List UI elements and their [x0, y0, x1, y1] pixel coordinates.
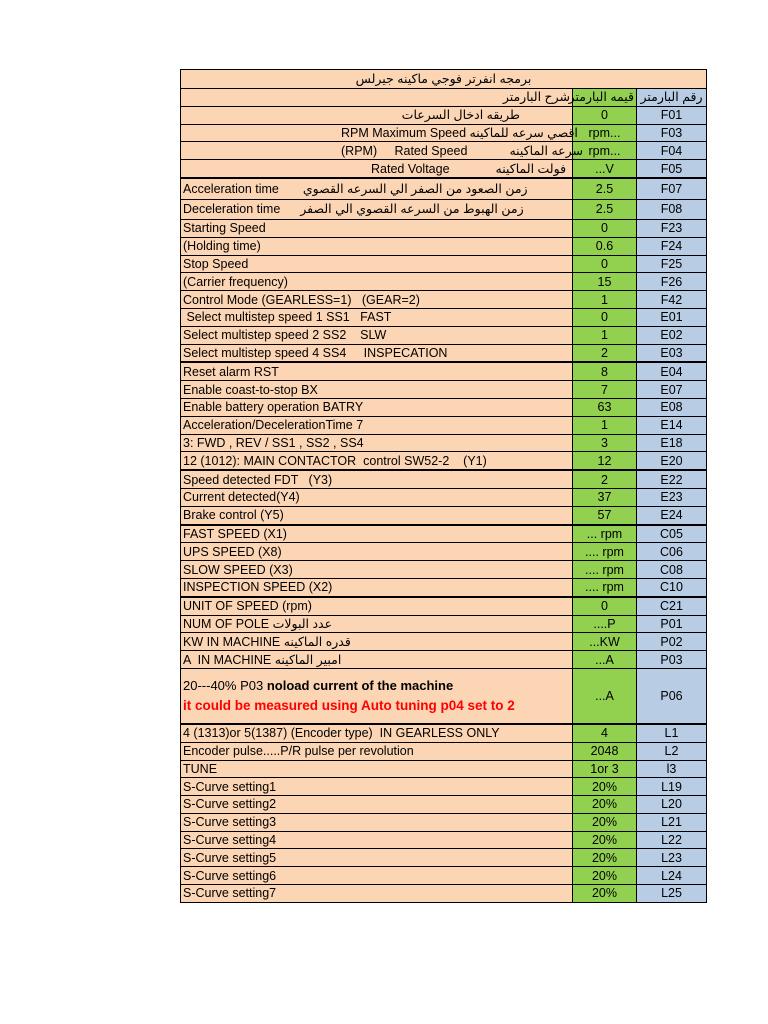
- parameter-description: S-Curve setting6: [181, 867, 573, 885]
- table-row: [181, 344, 707, 362]
- parameter-value: 12: [573, 452, 637, 470]
- parameter-code: L23: [637, 849, 707, 867]
- table-row: [181, 237, 707, 255]
- description-english: KW IN MACHINE: [183, 634, 281, 649]
- table-row: [181, 885, 707, 903]
- parameter-value: 2: [573, 470, 637, 488]
- description-arabic: عدد البولات: [272, 616, 333, 631]
- table-row: [181, 525, 707, 543]
- parameter-description: S-Curve setting1: [181, 778, 573, 796]
- parameter-description: SLOW SPEED (X3): [181, 561, 573, 579]
- parameter-value: 1or 3: [573, 760, 637, 778]
- parameter-value: ...KW: [573, 633, 637, 651]
- parameter-value: 2048: [573, 742, 637, 760]
- parameter-code: F23: [637, 219, 707, 237]
- parameter-description: [181, 178, 573, 200]
- parameter-value: ...V: [573, 160, 637, 178]
- parameter-value: 63: [573, 398, 637, 416]
- parameter-value: .... rpm: [573, 578, 637, 596]
- description-arabic: اقصي سرعه للماكينه: [469, 125, 578, 140]
- parameter-value: 37: [573, 488, 637, 506]
- parameter-value: ...A: [573, 668, 637, 724]
- parameter-code: E18: [637, 434, 707, 452]
- parameter-description: Select multistep speed 2 SS2 SLW: [181, 326, 573, 344]
- parameter-description: [181, 668, 573, 724]
- parameter-code: P03: [637, 651, 707, 669]
- description-arabic: طريقه ادخال السرعات: [401, 108, 520, 123]
- description-bold: noload current of the machine: [266, 677, 454, 693]
- parameter-description: Enable coast-to-stop BX: [181, 381, 573, 399]
- table-row: [181, 273, 707, 291]
- description-english: NUM OF POLE: [183, 616, 270, 631]
- parameter-description: Select multistep speed 4 SS4 INSPECATION: [181, 344, 573, 362]
- parameter-code: P01: [637, 615, 707, 633]
- parameter-value: 3: [573, 434, 637, 452]
- description-arabic: سرعه الماكينه: [509, 143, 583, 158]
- parameter-code: E02: [637, 326, 707, 344]
- parameter-code: C06: [637, 543, 707, 561]
- parameter-description: Speed detected FDT (Y3): [181, 470, 573, 488]
- description-arabic: زمن الصعود من الصفر الي السرعه القصوي: [302, 181, 528, 196]
- parameter-value: 15: [573, 273, 637, 291]
- table-row: [181, 308, 707, 326]
- parameter-code: E14: [637, 416, 707, 434]
- parameter-value: 20%: [573, 867, 637, 885]
- table-row: [181, 381, 707, 399]
- parameter-description: S-Curve setting7: [181, 885, 573, 903]
- table-row: [181, 506, 707, 524]
- parameter-value: ...A: [573, 651, 637, 669]
- parameter-code: E01: [637, 308, 707, 326]
- title-row: [181, 70, 707, 89]
- table-row: [181, 219, 707, 237]
- parameter-description: (Carrier frequency): [181, 273, 573, 291]
- parameter-description: [181, 124, 578, 142]
- parameter-description: Brake control (Y5): [181, 506, 573, 524]
- table-row: [181, 452, 707, 470]
- parameter-description: Control Mode (GEARLESS=1) (GEAR=2): [181, 291, 573, 309]
- table-row: [181, 578, 707, 596]
- parameter-code: F05: [637, 160, 707, 178]
- parameter-value: rpm...: [573, 142, 637, 160]
- parameter-description: [181, 633, 573, 651]
- parameter-code: F25: [637, 255, 707, 273]
- description-prefix: 20---40% P03: [183, 677, 267, 693]
- table-row: [181, 760, 707, 778]
- parameter-code: E03: [637, 344, 707, 362]
- parameter-code: L24: [637, 867, 707, 885]
- table-row: [181, 326, 707, 344]
- parameter-code: P02: [637, 633, 707, 651]
- parameter-value: .... rpm: [573, 543, 637, 561]
- description-line-2: it could be measured using Auto tuning p04 set to 2: [183, 697, 515, 713]
- parameter-description: FAST SPEED (X1): [181, 525, 573, 543]
- parameter-description: 3: FWD , REV / SS1 , SS2 , SS4: [181, 434, 573, 452]
- parameter-description: INSPECTION SPEED (X2): [181, 578, 573, 596]
- parameter-description: S-Curve setting5: [181, 849, 573, 867]
- parameter-code: C21: [637, 597, 707, 615]
- parameter-description: [181, 142, 583, 160]
- table-row: [181, 124, 707, 142]
- parameter-code: E20: [637, 452, 707, 470]
- header-value: قيمه البارمتر: [573, 89, 637, 107]
- parameter-code: L2: [637, 742, 707, 760]
- header-code: رقم البارمتر: [637, 89, 707, 107]
- parameter-description: S-Curve setting3: [181, 813, 573, 831]
- parameter-value: 57: [573, 506, 637, 524]
- parameter-code: L25: [637, 885, 707, 903]
- parameter-description: Encoder pulse.....P/R pulse per revolution: [181, 742, 573, 760]
- parameter-code: E04: [637, 362, 707, 380]
- description-line-1: [183, 676, 570, 696]
- parameter-code: l3: [637, 760, 707, 778]
- table-row: [181, 416, 707, 434]
- table-row: [181, 106, 707, 124]
- table-row: [181, 470, 707, 488]
- parameter-code: P06: [637, 668, 707, 724]
- description-english: Acceleration time: [183, 181, 279, 196]
- parameter-value: 20%: [573, 885, 637, 903]
- table-row: [181, 796, 707, 814]
- parameter-sheet: [180, 69, 706, 903]
- parameter-value: 2.5: [573, 199, 637, 219]
- parameter-code: L19: [637, 778, 707, 796]
- parameter-value: 2: [573, 344, 637, 362]
- table-row: [181, 651, 707, 669]
- parameter-value: 0: [573, 255, 637, 273]
- table-row: [181, 434, 707, 452]
- description-arabic: قدره الماكينه: [283, 634, 351, 649]
- parameter-value: rpm...: [573, 124, 637, 142]
- parameter-code: E22: [637, 470, 707, 488]
- parameter-code: E23: [637, 488, 707, 506]
- parameter-value: 4: [573, 724, 637, 742]
- table-row: [181, 362, 707, 380]
- parameter-value: 0.6: [573, 237, 637, 255]
- parameter-code: F01: [637, 106, 707, 124]
- parameter-code: L22: [637, 831, 707, 849]
- parameter-description: Acceleration/DecelerationTime 7: [181, 416, 573, 434]
- parameter-value: 20%: [573, 813, 637, 831]
- parameter-value: 0: [573, 106, 637, 124]
- parameter-code: E07: [637, 381, 707, 399]
- table-row: [181, 291, 707, 309]
- description-arabic: فولت الماكينه: [495, 161, 567, 176]
- parameter-description: Reset alarm RST: [181, 362, 573, 380]
- table-row: [181, 142, 707, 160]
- parameter-value: 20%: [573, 831, 637, 849]
- table-row: [181, 199, 707, 219]
- parameter-code: E08: [637, 398, 707, 416]
- table-row: [181, 615, 707, 633]
- header-row: [181, 89, 707, 107]
- description-english: (RPM) Rated Speed: [341, 143, 468, 158]
- parameter-description: Stop Speed: [181, 255, 573, 273]
- parameter-description: [181, 651, 573, 669]
- parameter-value: 0: [573, 308, 637, 326]
- parameter-code: C10: [637, 578, 707, 596]
- parameter-value: ....P: [573, 615, 637, 633]
- parameter-code: F42: [637, 291, 707, 309]
- description-arabic: زمن الهبوط من السرعه القصوي الي الصفر: [300, 202, 524, 217]
- parameter-value: .... rpm: [573, 561, 637, 579]
- description-english: Deceleration time: [183, 202, 281, 217]
- parameter-code: L21: [637, 813, 707, 831]
- parameter-value: 0: [573, 597, 637, 615]
- parameter-value: ... rpm: [573, 525, 637, 543]
- parameter-description: [181, 160, 573, 178]
- table-row: [181, 178, 707, 200]
- description-english: Rated Voltage: [371, 161, 450, 176]
- parameter-code: C08: [637, 561, 707, 579]
- sheet-title: برمجه انفرتر فوجي ماكينه جيرلس: [181, 70, 707, 89]
- parameter-value: 20%: [573, 778, 637, 796]
- table-row: [181, 597, 707, 615]
- parameter-code: L20: [637, 796, 707, 814]
- parameter-value: 1: [573, 291, 637, 309]
- parameter-value: 7: [573, 381, 637, 399]
- parameter-description: 12 (1012): MAIN CONTACTOR control SW52-2 (Y1): [181, 452, 573, 470]
- parameter-description: [181, 199, 573, 219]
- parameter-description: [181, 106, 573, 124]
- table-row: [181, 633, 707, 651]
- header-description: شرح البارمتر: [181, 89, 573, 107]
- description-english: A IN MACHINE: [183, 652, 272, 667]
- table-row: [181, 867, 707, 885]
- table-row: [181, 398, 707, 416]
- table-row: [181, 543, 707, 561]
- table-row: [181, 813, 707, 831]
- table-row: [181, 488, 707, 506]
- table-row: [181, 668, 707, 724]
- parameter-value: 0: [573, 219, 637, 237]
- parameter-description: UPS SPEED (X8): [181, 543, 573, 561]
- table-row: [181, 561, 707, 579]
- table-row: [181, 831, 707, 849]
- table-row: [181, 778, 707, 796]
- parameter-code: F04: [637, 142, 707, 160]
- parameter-code: F24: [637, 237, 707, 255]
- parameter-code: E24: [637, 506, 707, 524]
- parameter-table: [180, 69, 707, 903]
- parameter-description: S-Curve setting4: [181, 831, 573, 849]
- parameter-description: TUNE: [181, 760, 573, 778]
- parameter-description: Enable battery operation BATRY: [181, 398, 573, 416]
- parameter-description: [181, 615, 573, 633]
- parameter-code: F26: [637, 273, 707, 291]
- description-arabic: امبير الماكينه: [274, 652, 342, 667]
- parameter-code: L1: [637, 724, 707, 742]
- parameter-description: (Holding time): [181, 237, 573, 255]
- table-row: [181, 160, 707, 178]
- parameter-code: F03: [637, 124, 707, 142]
- table-row: [181, 849, 707, 867]
- parameter-value: 1: [573, 416, 637, 434]
- parameter-value: 20%: [573, 796, 637, 814]
- parameter-description: 4 (1313)or 5(1387) (Encoder type) IN GEARLESS ONLY: [181, 724, 573, 742]
- parameter-description: Starting Speed: [181, 219, 573, 237]
- parameter-value: 1: [573, 326, 637, 344]
- parameter-code: F08: [637, 199, 707, 219]
- parameter-description: UNIT OF SPEED (rpm): [181, 597, 573, 615]
- description-english: RPM Maximum Speed: [341, 125, 467, 140]
- parameter-value: 2.5: [573, 178, 637, 200]
- parameter-description: Select multistep speed 1 SS1 FAST: [181, 308, 573, 326]
- table-row: [181, 255, 707, 273]
- parameter-code: F07: [637, 178, 707, 200]
- table-row: [181, 724, 707, 742]
- table-row: [181, 742, 707, 760]
- parameter-description: Current detected(Y4): [181, 488, 573, 506]
- parameter-value: 8: [573, 362, 637, 380]
- parameter-value: 20%: [573, 849, 637, 867]
- parameter-code: C05: [637, 525, 707, 543]
- parameter-description: S-Curve setting2: [181, 796, 573, 814]
